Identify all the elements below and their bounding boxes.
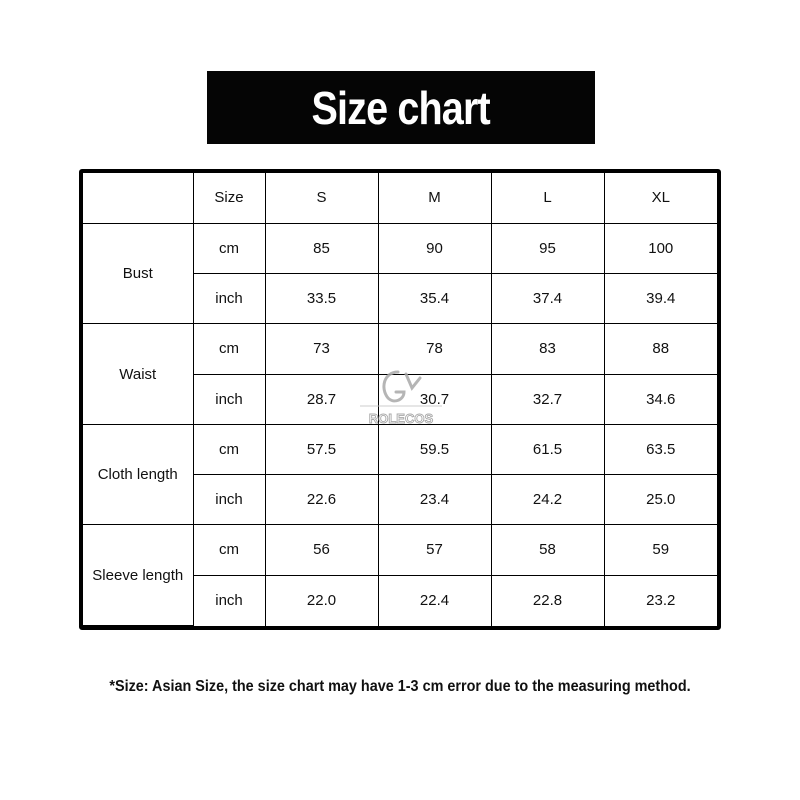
size-chart-table-frame: [79, 169, 721, 630]
unit-cell: cm: [193, 525, 265, 575]
value-cell: 22.6: [265, 475, 378, 525]
page-title: Size chart: [311, 81, 491, 134]
table-row: [83, 223, 717, 273]
measurement-label-cloth-length: Cloth length: [83, 424, 193, 525]
value-cell: 73: [265, 324, 378, 374]
watermark-text: ROLECOS: [368, 411, 434, 426]
value-cell: 57: [378, 525, 491, 575]
unit-cell: cm: [193, 223, 265, 273]
value-cell: 23.4: [378, 475, 491, 525]
value-cell: 56: [265, 525, 378, 575]
value-cell: 30.7: [378, 374, 491, 424]
value-cell: 61.5: [491, 424, 604, 474]
unit-cell: inch: [193, 575, 265, 625]
size-header-label: Size: [193, 173, 265, 223]
value-cell: 59: [604, 525, 717, 575]
value-cell: 63.5: [604, 424, 717, 474]
unit-cell: inch: [193, 374, 265, 424]
measurement-label-waist: Waist: [83, 324, 193, 425]
size-header-s: S: [265, 173, 378, 223]
value-cell: 28.7: [265, 374, 378, 424]
value-cell: 23.2: [604, 575, 717, 625]
measurement-label-bust: Bust: [83, 223, 193, 324]
measurement-label-sleeve-length: Sleeve length: [83, 525, 193, 626]
value-cell: 33.5: [265, 274, 378, 324]
value-cell: 95: [491, 223, 604, 273]
value-cell: 22.8: [491, 575, 604, 625]
value-cell: 78: [378, 324, 491, 374]
title-banner: [207, 71, 595, 144]
size-chart-table: [83, 173, 717, 626]
value-cell: 32.7: [491, 374, 604, 424]
size-header-xl: XL: [604, 173, 717, 223]
value-cell: 35.4: [378, 274, 491, 324]
value-cell: 88: [604, 324, 717, 374]
value-cell: 90: [378, 223, 491, 273]
size-footnote: *Size: Asian Size, the size chart may have 1-3 cm error due to the measuring method.: [109, 678, 691, 695]
value-cell: 25.0: [604, 475, 717, 525]
value-cell: 58: [491, 525, 604, 575]
value-cell: 22.4: [378, 575, 491, 625]
value-cell: 39.4: [604, 274, 717, 324]
table-row: [83, 424, 717, 474]
table-row: [83, 525, 717, 575]
value-cell: 100: [604, 223, 717, 273]
unit-cell: inch: [193, 475, 265, 525]
value-cell: 24.2: [491, 475, 604, 525]
size-header-m: M: [378, 173, 491, 223]
value-cell: 59.5: [378, 424, 491, 474]
unit-cell: cm: [193, 424, 265, 474]
value-cell: 57.5: [265, 424, 378, 474]
table-header-row: [83, 173, 717, 223]
value-cell: 34.6: [604, 374, 717, 424]
value-cell: 85: [265, 223, 378, 273]
value-cell: 22.0: [265, 575, 378, 625]
table-row: [83, 324, 717, 374]
unit-cell: cm: [193, 324, 265, 374]
value-cell: 83: [491, 324, 604, 374]
corner-cell: [83, 173, 193, 223]
unit-cell: inch: [193, 274, 265, 324]
value-cell: 37.4: [491, 274, 604, 324]
size-header-l: L: [491, 173, 604, 223]
